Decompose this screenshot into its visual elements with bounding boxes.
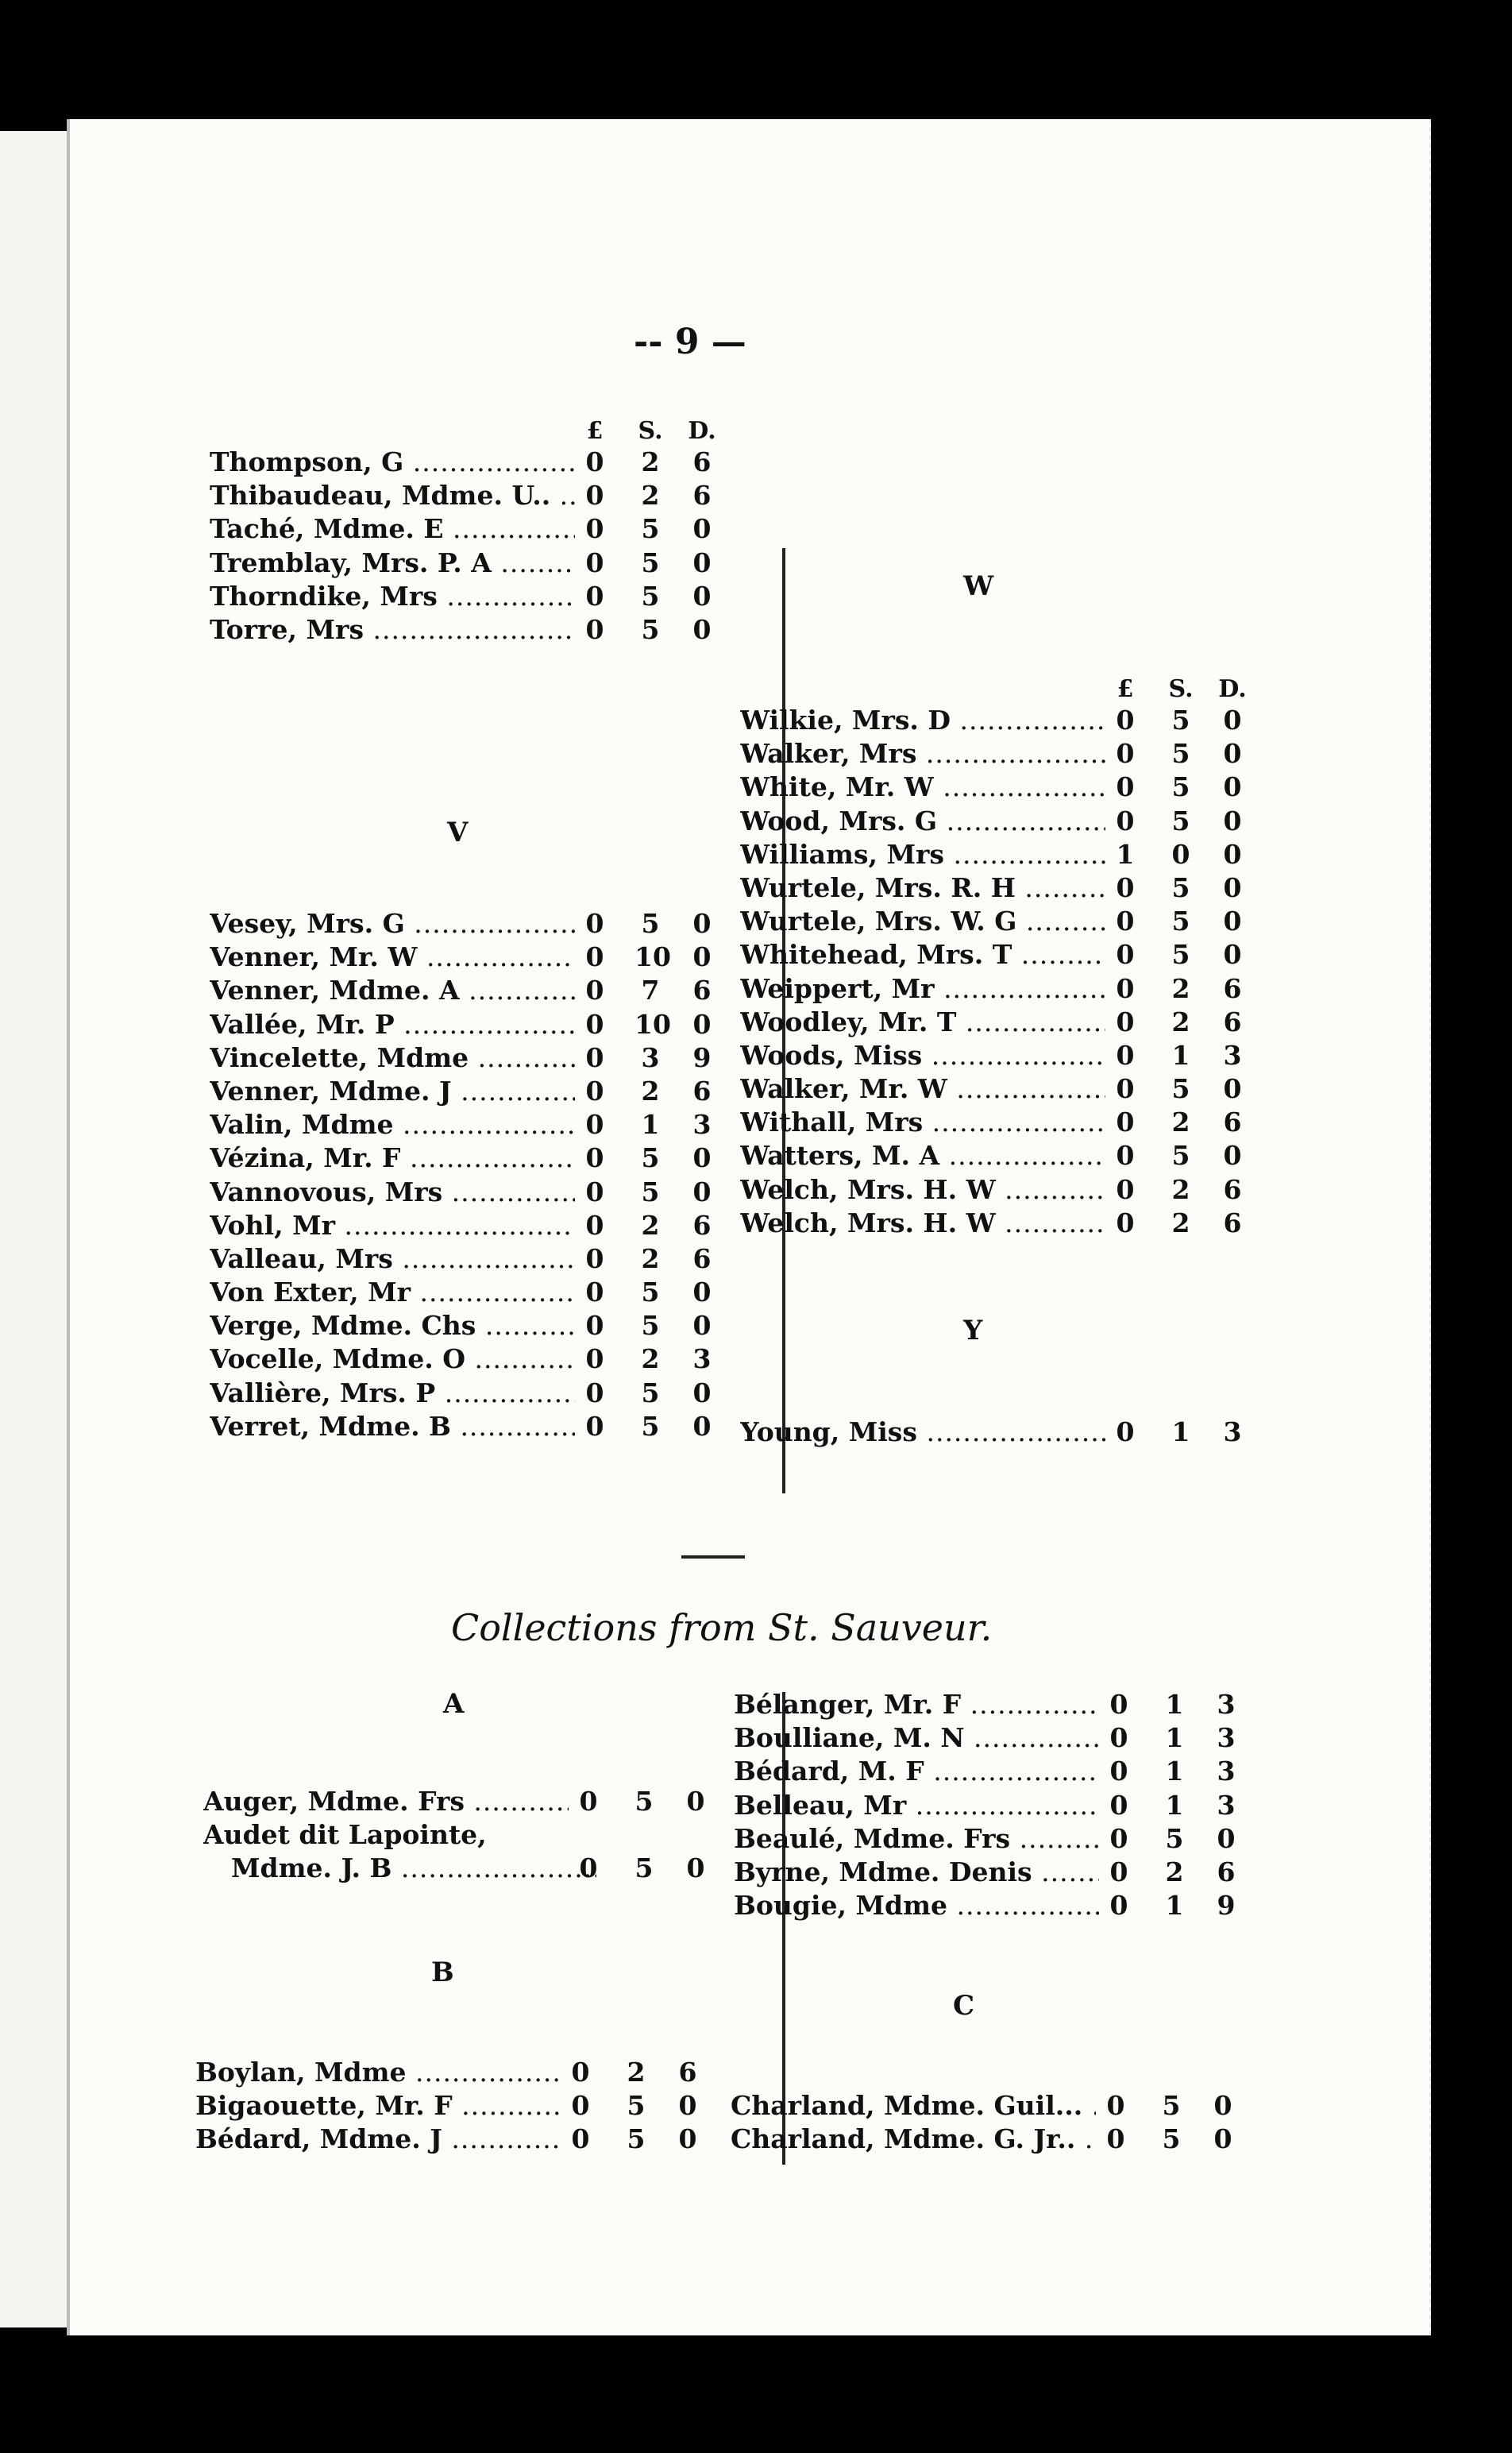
pence-value: 0 [1223, 939, 1242, 971]
entry-name: Williams, Mrs ..... [740, 838, 1105, 871]
shillings-value: 2 [641, 1343, 660, 1375]
pounds-value: 0 [1116, 972, 1135, 1004]
entry-row [740, 972, 1248, 1006]
shillings-value: 5 [641, 1410, 660, 1442]
pence-value: 6 [692, 446, 712, 477]
entry-name: Young, Miss ..... [740, 1416, 1105, 1449]
entry-name: Bédard, Mdme. J ..... [195, 2123, 561, 2156]
pounds-value: 0 [571, 2090, 590, 2122]
entry-name: Walker, Mrs ..... [740, 737, 1105, 771]
pounds-value: 0 [585, 1343, 604, 1375]
entry-name: White, Mr. W ..... [740, 771, 1105, 804]
pounds-value: 0 [1116, 705, 1135, 736]
pence-value: 0 [692, 1377, 712, 1408]
entry-name: Venner, Mdme. A ..... [210, 974, 575, 1007]
entry-row [203, 1818, 712, 1852]
entry-row [734, 1889, 1242, 1922]
shillings-value: 5 [641, 547, 660, 578]
entry-name: Walker, Mr. W ..... [740, 1072, 1105, 1106]
currency-header-right [740, 675, 1248, 704]
shillings-value: 5 [1165, 1822, 1184, 1854]
pounds-value: 0 [585, 1075, 604, 1107]
b-list [195, 2056, 704, 2157]
pounds-value: 0 [571, 2123, 590, 2155]
shillings-value: 5 [1171, 1140, 1190, 1172]
pence-value: 0 [686, 1852, 705, 1884]
facing-page-edge [0, 131, 67, 2327]
entry-name: Belleau, Mr ..... [734, 1789, 1099, 1822]
entry-row [740, 905, 1248, 938]
shillings-value: 1 [1171, 1039, 1190, 1071]
entry-name: Withall, Mrs ..... [740, 1106, 1105, 1139]
pounds-value: 0 [585, 1008, 604, 1040]
entry-row [740, 1416, 1248, 1449]
entry-name: Thibaudeau, Mdme. U.. ..... [210, 479, 575, 512]
pence-value: 0 [692, 908, 712, 939]
pounds-value: 0 [585, 513, 604, 545]
entry-row [740, 1006, 1248, 1039]
entry-name: Welch, Mrs. H. W ..... [740, 1207, 1105, 1240]
page-number: -- 9 — [634, 322, 746, 362]
entry-name: Vohl, Mr ..... [210, 1209, 575, 1242]
entry-name: Bougie, Mdme ..... [734, 1889, 1099, 1922]
top-left-column [210, 417, 718, 647]
pence-value: 0 [678, 2123, 697, 2155]
section-letter-w: W [963, 570, 994, 602]
entry-name: Whitehead, Mrs. T ..... [740, 938, 1105, 972]
pence-value: 0 [692, 1008, 712, 1040]
pence-header: D. [1218, 675, 1247, 703]
entry-name: Charland, Mdme. G. Jr.. ..... [731, 2123, 1096, 2156]
entry-name: Wilkie, Mrs. D ..... [740, 704, 1105, 737]
shillings-value: 2 [1171, 1207, 1190, 1238]
entry-row [210, 1075, 718, 1108]
entry-row [731, 2089, 1239, 2123]
shillings-value: 5 [1171, 738, 1190, 770]
pounds-value: 0 [1116, 771, 1135, 803]
shillings-value: 5 [641, 1277, 660, 1308]
shillings-value: 2 [1165, 1856, 1184, 1887]
shillings-value: 1 [1165, 1789, 1184, 1821]
pence-value: 0 [692, 1310, 712, 1342]
c-list [731, 2089, 1239, 2156]
pence-value: 3 [692, 1109, 712, 1141]
pounds-header: £ [1117, 675, 1134, 703]
entry-name: Vallée, Mr. P ..... [210, 1008, 575, 1041]
pence-value: 0 [692, 1410, 712, 1442]
pounds-value: 0 [585, 1041, 604, 1073]
entry-row [210, 1242, 718, 1276]
pounds-value: 0 [1109, 1789, 1128, 1821]
entry-name: Boylan, Mdme ..... [195, 2056, 561, 2089]
entry-row [195, 2123, 704, 2156]
pounds-value: 0 [585, 975, 604, 1006]
pence-value: 0 [1223, 738, 1242, 770]
pence-value: 0 [686, 1786, 705, 1817]
pence-value: 0 [1213, 2090, 1232, 2121]
entry-name: Audet dit Lapointe, [203, 1819, 487, 1851]
pence-value: 3 [1217, 1789, 1236, 1821]
entry-name: Bélanger, Mr. F ..... [734, 1688, 1099, 1721]
section-letter-a: A [443, 1688, 465, 1720]
entry-name: Byrne, Mdme. Denis ..... [734, 1856, 1099, 1889]
shillings-value: 5 [641, 580, 660, 612]
entry-name: Vézina, Mr. F ..... [210, 1142, 575, 1175]
entry-row [210, 1108, 718, 1142]
shillings-value: 10 [634, 941, 671, 973]
entry-name: Von Exter, Mr ..... [210, 1276, 575, 1309]
pounds-value: 0 [579, 1852, 598, 1884]
shillings-value: 2 [641, 1209, 660, 1241]
shillings-value: 10 [634, 1008, 671, 1040]
entry-row [210, 1142, 718, 1175]
pounds-value: 0 [1109, 1856, 1128, 1887]
pounds-value: 0 [571, 2057, 590, 2088]
shillings-value: 5 [634, 1786, 654, 1817]
entry-name: Welch, Mrs. H. W ..... [740, 1173, 1105, 1207]
pence-value: 0 [692, 513, 712, 545]
pounds-value: 0 [1116, 1207, 1135, 1238]
shillings-header: S. [1168, 675, 1194, 703]
shillings-value: 5 [1171, 871, 1190, 903]
pounds-value: 0 [585, 480, 604, 512]
pounds-value: 0 [1106, 2090, 1125, 2121]
entry-row [210, 547, 718, 580]
entry-row [210, 1176, 718, 1209]
pounds-value: 0 [585, 446, 604, 477]
pounds-value: 0 [1116, 1073, 1135, 1105]
entry-name: Beaulé, Mdme. Frs ..... [734, 1822, 1099, 1856]
pounds-value: 0 [585, 1109, 604, 1141]
shillings-value: 5 [1162, 2123, 1181, 2155]
entry-name: Watters, M. A ..... [740, 1139, 1105, 1172]
currency-header [210, 417, 718, 446]
entry-name: Woods, Miss ..... [740, 1039, 1105, 1072]
shillings-value: 2 [641, 1242, 660, 1274]
entry-name: Charland, Mdme. Guil... ..... [731, 2089, 1096, 2123]
entry-row [210, 974, 718, 1007]
entry-name: Venner, Mdme. J ..... [210, 1075, 575, 1108]
entry-name: Boulliane, M. N ..... [734, 1721, 1099, 1755]
pence-value: 0 [1223, 906, 1242, 937]
pence-value: 0 [692, 547, 712, 578]
pence-value: 0 [692, 941, 712, 973]
pence-value: 0 [1217, 1822, 1236, 1854]
shillings-value: 1 [1165, 1689, 1184, 1720]
shillings-value: 2 [641, 480, 660, 512]
section-letter-c: C [953, 1990, 975, 2022]
entry-row [210, 446, 718, 479]
document-page [70, 119, 1431, 2335]
shillings-value: 5 [641, 1377, 660, 1408]
pence-value: 6 [692, 975, 712, 1006]
entry-name: Bédard, M. F ..... [734, 1755, 1099, 1788]
entry-name: Valin, Mdme ..... [210, 1108, 575, 1142]
pounds-value: 0 [1109, 1890, 1128, 1922]
pence-value: 0 [692, 1277, 712, 1308]
pence-value: 3 [1217, 1722, 1236, 1754]
pounds-value: 0 [585, 1176, 604, 1207]
pence-value: 9 [692, 1041, 712, 1073]
entry-name: Vallière, Mrs. P ..... [210, 1377, 575, 1410]
entry-row [740, 1139, 1248, 1172]
entry-row [740, 1207, 1248, 1240]
entry-row [734, 1789, 1242, 1822]
pounds-value: 0 [1116, 906, 1135, 937]
entry-row [740, 1173, 1248, 1207]
entry-row [734, 1721, 1242, 1755]
pence-value: 0 [692, 1176, 712, 1207]
entry-row [740, 704, 1248, 737]
entry-row [203, 1852, 712, 1885]
pence-value: 6 [692, 1075, 712, 1107]
shillings-value: 5 [641, 908, 660, 939]
shillings-value: 5 [1171, 906, 1190, 937]
shillings-value: 1 [641, 1109, 660, 1141]
entry-name: Tremblay, Mrs. P. A ..... [210, 547, 575, 580]
entry-row [740, 737, 1248, 771]
entry-row [210, 1276, 718, 1309]
pence-value: 0 [1223, 1140, 1242, 1172]
entry-name: Vocelle, Mdme. O ..... [210, 1342, 575, 1376]
shillings-value: 2 [1171, 1173, 1190, 1205]
shillings-value: 1 [1165, 1890, 1184, 1922]
pence-value: 0 [1213, 2123, 1232, 2155]
pence-value: 0 [1223, 838, 1242, 870]
pounds-value: 0 [585, 941, 604, 973]
entry-row [195, 2089, 704, 2123]
pence-value: 6 [678, 2057, 697, 2088]
entry-name: Torre, Mrs ..... [210, 613, 575, 647]
entry-name: Wood, Mrs. G ..... [740, 805, 1105, 838]
entry-row [210, 1377, 718, 1410]
pounds-value: 0 [1116, 1107, 1135, 1138]
y-list [740, 1416, 1248, 1449]
pounds-value: 0 [585, 1277, 604, 1308]
shillings-value: 0 [1171, 838, 1190, 870]
entry-name: Thorndike, Mrs ..... [210, 580, 575, 613]
entry-name: Taché, Mdme. E ..... [210, 512, 575, 546]
entry-name: Thompson, G ..... [210, 446, 575, 479]
pounds-value: 1 [1116, 838, 1135, 870]
shillings-value: 1 [1171, 1416, 1190, 1447]
shillings-value: 5 [1171, 705, 1190, 736]
entry-row [740, 1072, 1248, 1106]
pence-value: 0 [1223, 771, 1242, 803]
v-list [210, 907, 718, 1443]
entry-name: Valleau, Mrs ..... [210, 1242, 575, 1276]
entry-row [210, 580, 718, 613]
section-letter-v: V [447, 817, 469, 848]
pence-value: 6 [1223, 972, 1242, 1004]
pence-value: 0 [692, 580, 712, 612]
pence-value: 6 [692, 1242, 712, 1274]
shillings-value: 2 [1171, 972, 1190, 1004]
pounds-value: 0 [585, 1142, 604, 1174]
shillings-value: 2 [641, 1075, 660, 1107]
a-list [203, 1785, 712, 1886]
b-list-right [734, 1688, 1242, 1922]
entry-row [210, 512, 718, 546]
pence-value: 6 [1217, 1856, 1236, 1887]
entry-row [203, 1785, 712, 1818]
pence-value: 3 [1217, 1756, 1236, 1787]
entry-name: Wurtele, Mrs. W. G ..... [740, 905, 1105, 938]
entry-name: Bigaouette, Mr. F ..... [195, 2089, 561, 2123]
entry-row [195, 2056, 704, 2089]
pounds-value: 0 [585, 1242, 604, 1274]
shillings-value: 5 [641, 1176, 660, 1207]
entry-row [734, 1688, 1242, 1721]
section-title: Collections from St. Sauveur. [451, 1606, 993, 1649]
entry-row [740, 938, 1248, 972]
entry-row [210, 1309, 718, 1342]
shillings-value: 5 [627, 2090, 646, 2122]
entry-row [210, 907, 718, 941]
section-letter-b: B [431, 1957, 454, 1988]
entry-name: Wurtele, Mrs. R. H ..... [740, 871, 1105, 905]
pence-value: 9 [1217, 1890, 1236, 1922]
shillings-value: 2 [627, 2057, 646, 2088]
entry-name: Verge, Mdme. Chs ..... [210, 1309, 575, 1342]
pence-value: 0 [1223, 805, 1242, 836]
entry-name: Venner, Mr. W ..... [210, 941, 575, 974]
entry-row [740, 1106, 1248, 1139]
shillings-value: 7 [641, 975, 660, 1006]
entry-name: Woodley, Mr. T ..... [740, 1006, 1105, 1039]
pounds-value: 0 [1106, 2123, 1125, 2155]
entry-row [740, 805, 1248, 838]
pounds-value: 0 [585, 1377, 604, 1408]
entry-name: Vincelette, Mdme ..... [210, 1041, 575, 1075]
pence-value: 3 [692, 1343, 712, 1375]
pounds-value: 0 [585, 908, 604, 939]
pounds-value: 0 [1116, 1173, 1135, 1205]
pounds-value: 0 [1116, 871, 1135, 903]
pounds-value: 0 [1116, 1416, 1135, 1447]
pounds-value: 0 [1109, 1756, 1128, 1787]
shillings-value: 5 [641, 1142, 660, 1174]
entry-row [740, 1039, 1248, 1072]
entry-row [210, 941, 718, 974]
pounds-value: 0 [1109, 1822, 1128, 1854]
shillings-value: 5 [1171, 1073, 1190, 1105]
pounds-value: 0 [585, 1310, 604, 1342]
pence-value: 3 [1223, 1039, 1242, 1071]
entry-row [734, 1755, 1242, 1788]
shillings-value: 2 [641, 446, 660, 477]
shillings-value: 5 [634, 1852, 654, 1884]
entry-row [740, 871, 1248, 905]
pounds-value: 0 [585, 580, 604, 612]
shillings-value: 5 [1162, 2090, 1181, 2121]
shillings-value: 5 [641, 513, 660, 545]
pounds-value: 0 [585, 613, 604, 645]
shillings-header: S. [638, 417, 663, 445]
pence-value: 6 [1223, 1006, 1242, 1037]
pounds-header: £ [586, 417, 604, 445]
entry-name: Auger, Mdme. Frs ..... [203, 1785, 569, 1818]
section-rule [681, 1555, 745, 1559]
shillings-value: 2 [1171, 1107, 1190, 1138]
shillings-value: 5 [641, 1310, 660, 1342]
entry-name: Weippert, Mr ..... [740, 972, 1105, 1006]
pence-value: 6 [1223, 1107, 1242, 1138]
pounds-value: 0 [579, 1786, 598, 1817]
shillings-value: 5 [1171, 771, 1190, 803]
pence-value: 0 [1223, 705, 1242, 736]
entry-name: Verret, Mdme. B ..... [210, 1410, 575, 1443]
pounds-value: 0 [585, 547, 604, 578]
entry-row [734, 1856, 1242, 1889]
entry-name: Vesey, Mrs. G ..... [210, 907, 575, 941]
shillings-value: 5 [641, 613, 660, 645]
entry-row [740, 771, 1248, 804]
pence-value: 0 [1223, 1073, 1242, 1105]
pence-value: 0 [692, 1142, 712, 1174]
entry-row [210, 479, 718, 512]
pence-value: 3 [1217, 1689, 1236, 1720]
pounds-value: 0 [1109, 1722, 1128, 1754]
entry-row [210, 1342, 718, 1376]
pence-value: 6 [692, 480, 712, 512]
entry-row [731, 2123, 1239, 2156]
entry-row [210, 1041, 718, 1075]
pounds-value: 0 [1116, 939, 1135, 971]
pounds-value: 0 [1116, 805, 1135, 836]
pence-value: 0 [692, 613, 712, 645]
pounds-value: 0 [1116, 1039, 1135, 1071]
shillings-value: 1 [1165, 1722, 1184, 1754]
entry-name: Mdme. J. B ..... [231, 1852, 596, 1885]
pence-header: D. [688, 417, 716, 445]
pounds-value: 0 [585, 1410, 604, 1442]
top-right-column [740, 675, 1248, 1240]
pence-value: 6 [1223, 1207, 1242, 1238]
entry-name: Vannovous, Mrs ..... [210, 1176, 575, 1209]
pounds-value: 0 [1116, 1006, 1135, 1037]
shillings-value: 5 [1171, 939, 1190, 971]
shillings-value: 2 [1171, 1006, 1190, 1037]
pence-value: 0 [1223, 871, 1242, 903]
shillings-value: 5 [627, 2123, 646, 2155]
entry-row [210, 1008, 718, 1041]
section-letter-y: Y [963, 1315, 983, 1346]
entry-row [210, 613, 718, 647]
pence-value: 6 [692, 1209, 712, 1241]
entry-row [210, 1410, 718, 1443]
pence-value: 6 [1223, 1173, 1242, 1205]
shillings-value: 5 [1171, 805, 1190, 836]
entry-row [740, 838, 1248, 871]
entry-row [210, 1209, 718, 1242]
pence-value: 3 [1223, 1416, 1242, 1447]
shillings-value: 1 [1165, 1756, 1184, 1787]
shillings-value: 3 [641, 1041, 660, 1073]
pounds-value: 0 [585, 1209, 604, 1241]
pounds-value: 0 [1116, 738, 1135, 770]
pounds-value: 0 [1116, 1140, 1135, 1172]
pence-value: 0 [678, 2090, 697, 2122]
pounds-value: 0 [1109, 1689, 1128, 1720]
entry-row [734, 1822, 1242, 1856]
